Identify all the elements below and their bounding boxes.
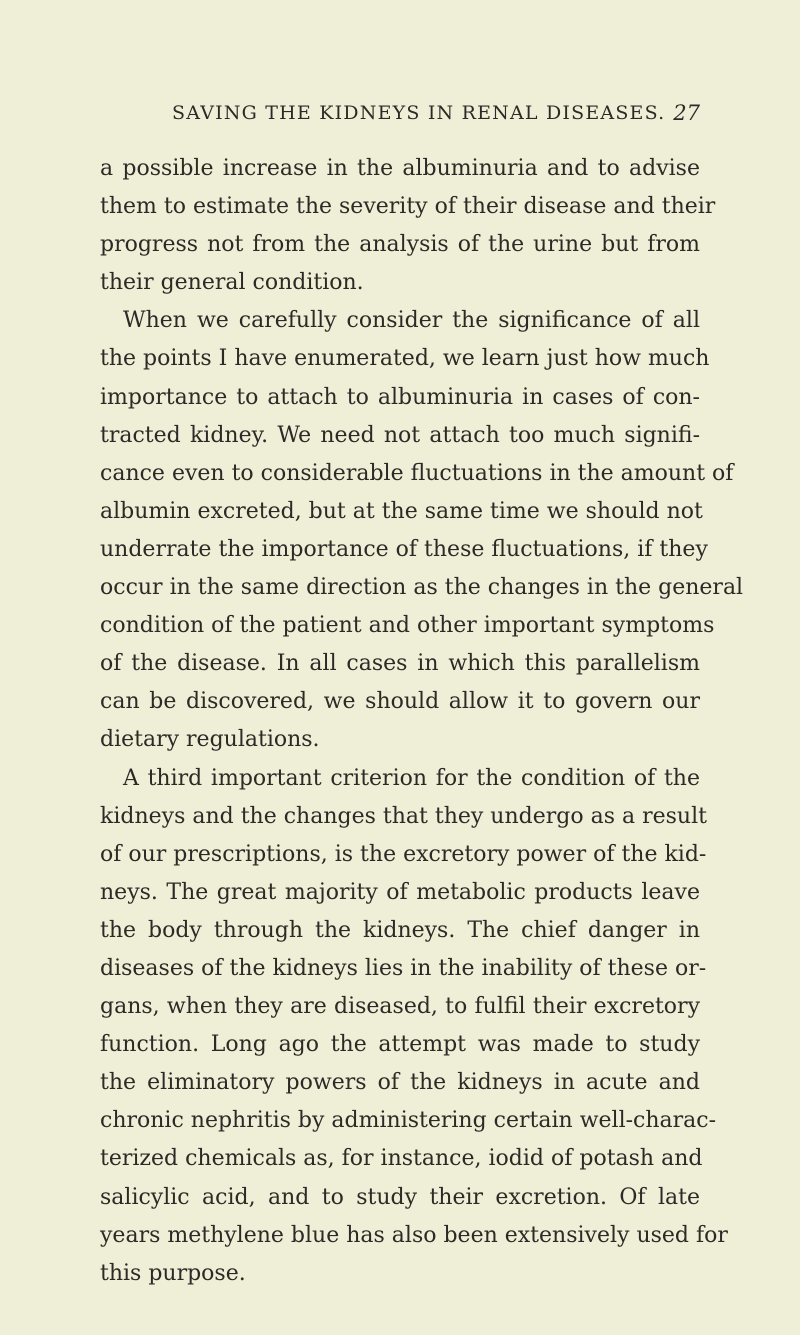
text-line: the points I have enumerated, we learn just how much <box>100 346 710 372</box>
text-line: the body through the kidneys. The chief danger in <box>100 917 700 943</box>
text-line: terized chemicals as, for instance, iodid of potash and <box>100 1146 703 1172</box>
text-line: When we carefully consider the significance of all <box>123 308 700 334</box>
text-line: gans, when they are diseased, to fulfil their excretory <box>100 994 700 1020</box>
text-line: years methylene blue has also been extensively used for <box>100 1222 728 1248</box>
running-title: SAVING THE KIDNEYS IN RENAL DISEASES. <box>172 102 666 124</box>
body-text <box>100 150 744 1293</box>
text-line: diseases of the kidneys lies in the inability of these or- <box>100 955 707 981</box>
text-line: cance even to considerable fluctuations in the amount of <box>100 460 734 486</box>
text-line: neys. The great majority of metabolic products leave <box>100 879 700 905</box>
text-line: kidneys and the changes that they undergo as a result <box>100 803 707 829</box>
text-line: A third important criterion for the condition of the <box>123 765 700 791</box>
text-line: of our prescriptions, is the excretory power of the kid- <box>100 841 707 867</box>
text-line: tracted kidney. We need not attach too much signifi- <box>100 422 700 448</box>
text-line: can be discovered, we should allow it to govern our <box>100 689 700 715</box>
text-line: importance to attach to albuminuria in cases of con- <box>100 384 700 410</box>
running-head <box>100 98 700 128</box>
text-line: function. Long ago the attempt was made to study <box>100 1032 700 1058</box>
text-line: underrate the importance of these fluctuations, if they <box>100 536 708 562</box>
page-number: 27 <box>673 101 700 125</box>
text-line: their general condition. <box>100 270 364 296</box>
text-line: occur in the same direction as the changes in the general <box>100 575 744 601</box>
text-line: condition of the patient and other important symptoms <box>100 613 715 639</box>
text-line: the eliminatory powers of the kidneys in acute and <box>100 1070 700 1096</box>
text-line: of the disease. In all cases in which this parallelism <box>100 651 700 677</box>
text-line: this purpose. <box>100 1260 246 1286</box>
text-line: progress not from the analysis of the urine but from <box>100 232 700 258</box>
text-line: albumin excreted, but at the same time we should not <box>100 498 703 524</box>
text-line: a possible increase in the albuminuria and to advise <box>100 156 700 181</box>
text-line: salicylic acid, and to study their excretion. Of late <box>100 1184 700 1210</box>
text-line: them to estimate the severity of their disease and their <box>100 194 716 220</box>
text-line: dietary regulations. <box>100 727 320 753</box>
text-line: chronic nephritis by administering certain well-charac- <box>100 1108 717 1134</box>
